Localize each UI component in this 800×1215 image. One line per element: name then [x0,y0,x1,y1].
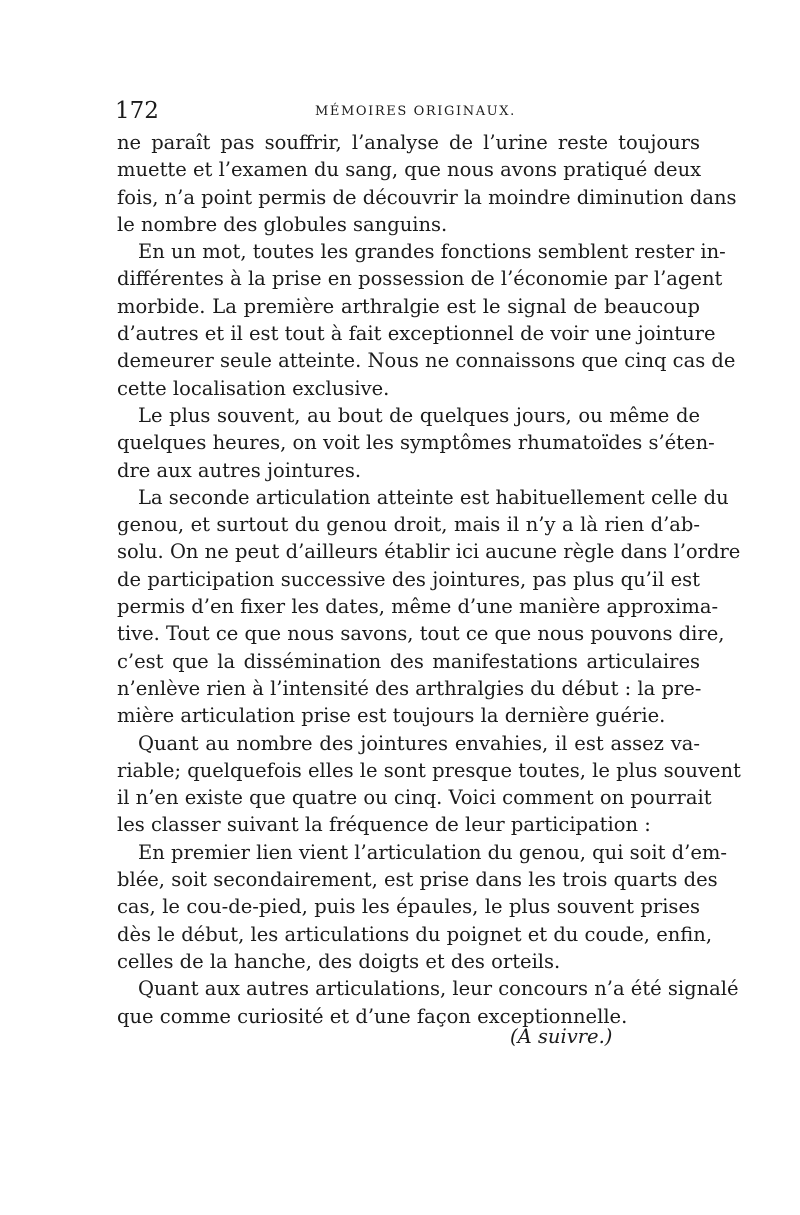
text-line: blée, soit secondairement, est prise dans les trois quarts des [117,868,718,892]
continuation-note: (A suivre.) [510,1025,613,1048]
text-line: La seconde articulation atteinte est habituellement celle du [138,485,729,509]
page-number: 172 [115,98,159,124]
text-line: d’autres et il est tout à fait exceptionnel de voir une jointure [117,322,716,346]
text-line: En premier lien vient l’articulation du genou, qui soit d’em- [138,840,727,864]
text-line: celles de la hanche, des doigts et des orteils. [117,949,561,973]
text-line: il n’en existe que quatre ou cinq. Voici comment on pourrait [117,786,712,810]
text-line: mière articulation prise est toujours la dernière guérie. [117,704,666,728]
text-line: tive. Tout ce que nous savons, tout ce que nous pouvons dire, [117,622,725,646]
text-line: fois, n’a point permis de découvrir la moindre diminution dans [117,185,737,209]
text-line: Quant au nombre des jointures envahies, il est assez va- [138,731,700,755]
text-line: différentes à la prise en possession de l’économie par l’agent [117,267,723,291]
page-header [115,96,695,126]
text-line: quelques heures, on voit les symptômes rhumatoïdes s’éten- [117,431,715,455]
text-line: Quant aux autres articulations, leur concours n’a été signalé [138,977,739,1001]
text-line: dès le début, les articulations du poignet et du coude, enfin, [117,922,713,946]
text-line: En un mot, toutes les grandes fonctions semblent rester in- [138,240,726,264]
text-line: permis d’en fixer les dates, même d’une manière approxima- [117,595,719,619]
text-line: cas, le cou-de-pied, puis les épaules, le plus souvent prises [117,895,700,919]
text-line: muette et l’examen du sang, que nous avons pratiqué deux [117,158,702,182]
text-line: demeurer seule atteinte. Nous ne connaissons que cinq cas de [117,349,736,373]
text-line: de participation successive des jointures, pas plus qu’il est [117,567,700,591]
body-text [117,129,741,1030]
text-line: riable; quelquefois elles le sont presque toutes, le plus souvent [117,758,741,782]
text-line: cette localisation exclusive. [117,376,390,400]
text-line: genou, et surtout du genou droit, mais il n’y a là rien d’ab- [117,513,700,537]
text-line: c’est que la dissémination des manifestations articulaires [117,649,700,673]
running-title: MÉMOIRES ORIGINAUX. [315,104,516,119]
text-line: dre aux autres jointures. [117,458,362,482]
text-line: morbide. La première arthralgie est le signal de beaucoup [117,294,700,318]
text-line: le nombre des globules sanguins. [117,212,448,236]
text-line: les classer suivant la fréquence de leur participation : [117,813,651,837]
text-line: ne paraît pas souffrir, l’analyse de l’urine reste toujours [117,131,700,154]
text-line: que comme curiosité et d’une façon exceptionnelle. [117,1004,628,1028]
text-line: n’enlève rien à l’intensité des arthralgies du début : la pre- [117,676,702,700]
text-line: Le plus souvent, au bout de quelques jours, ou même de [138,403,700,427]
text-line: solu. On ne peut d’ailleurs établir ici aucune règle dans l’ordre [117,540,741,564]
